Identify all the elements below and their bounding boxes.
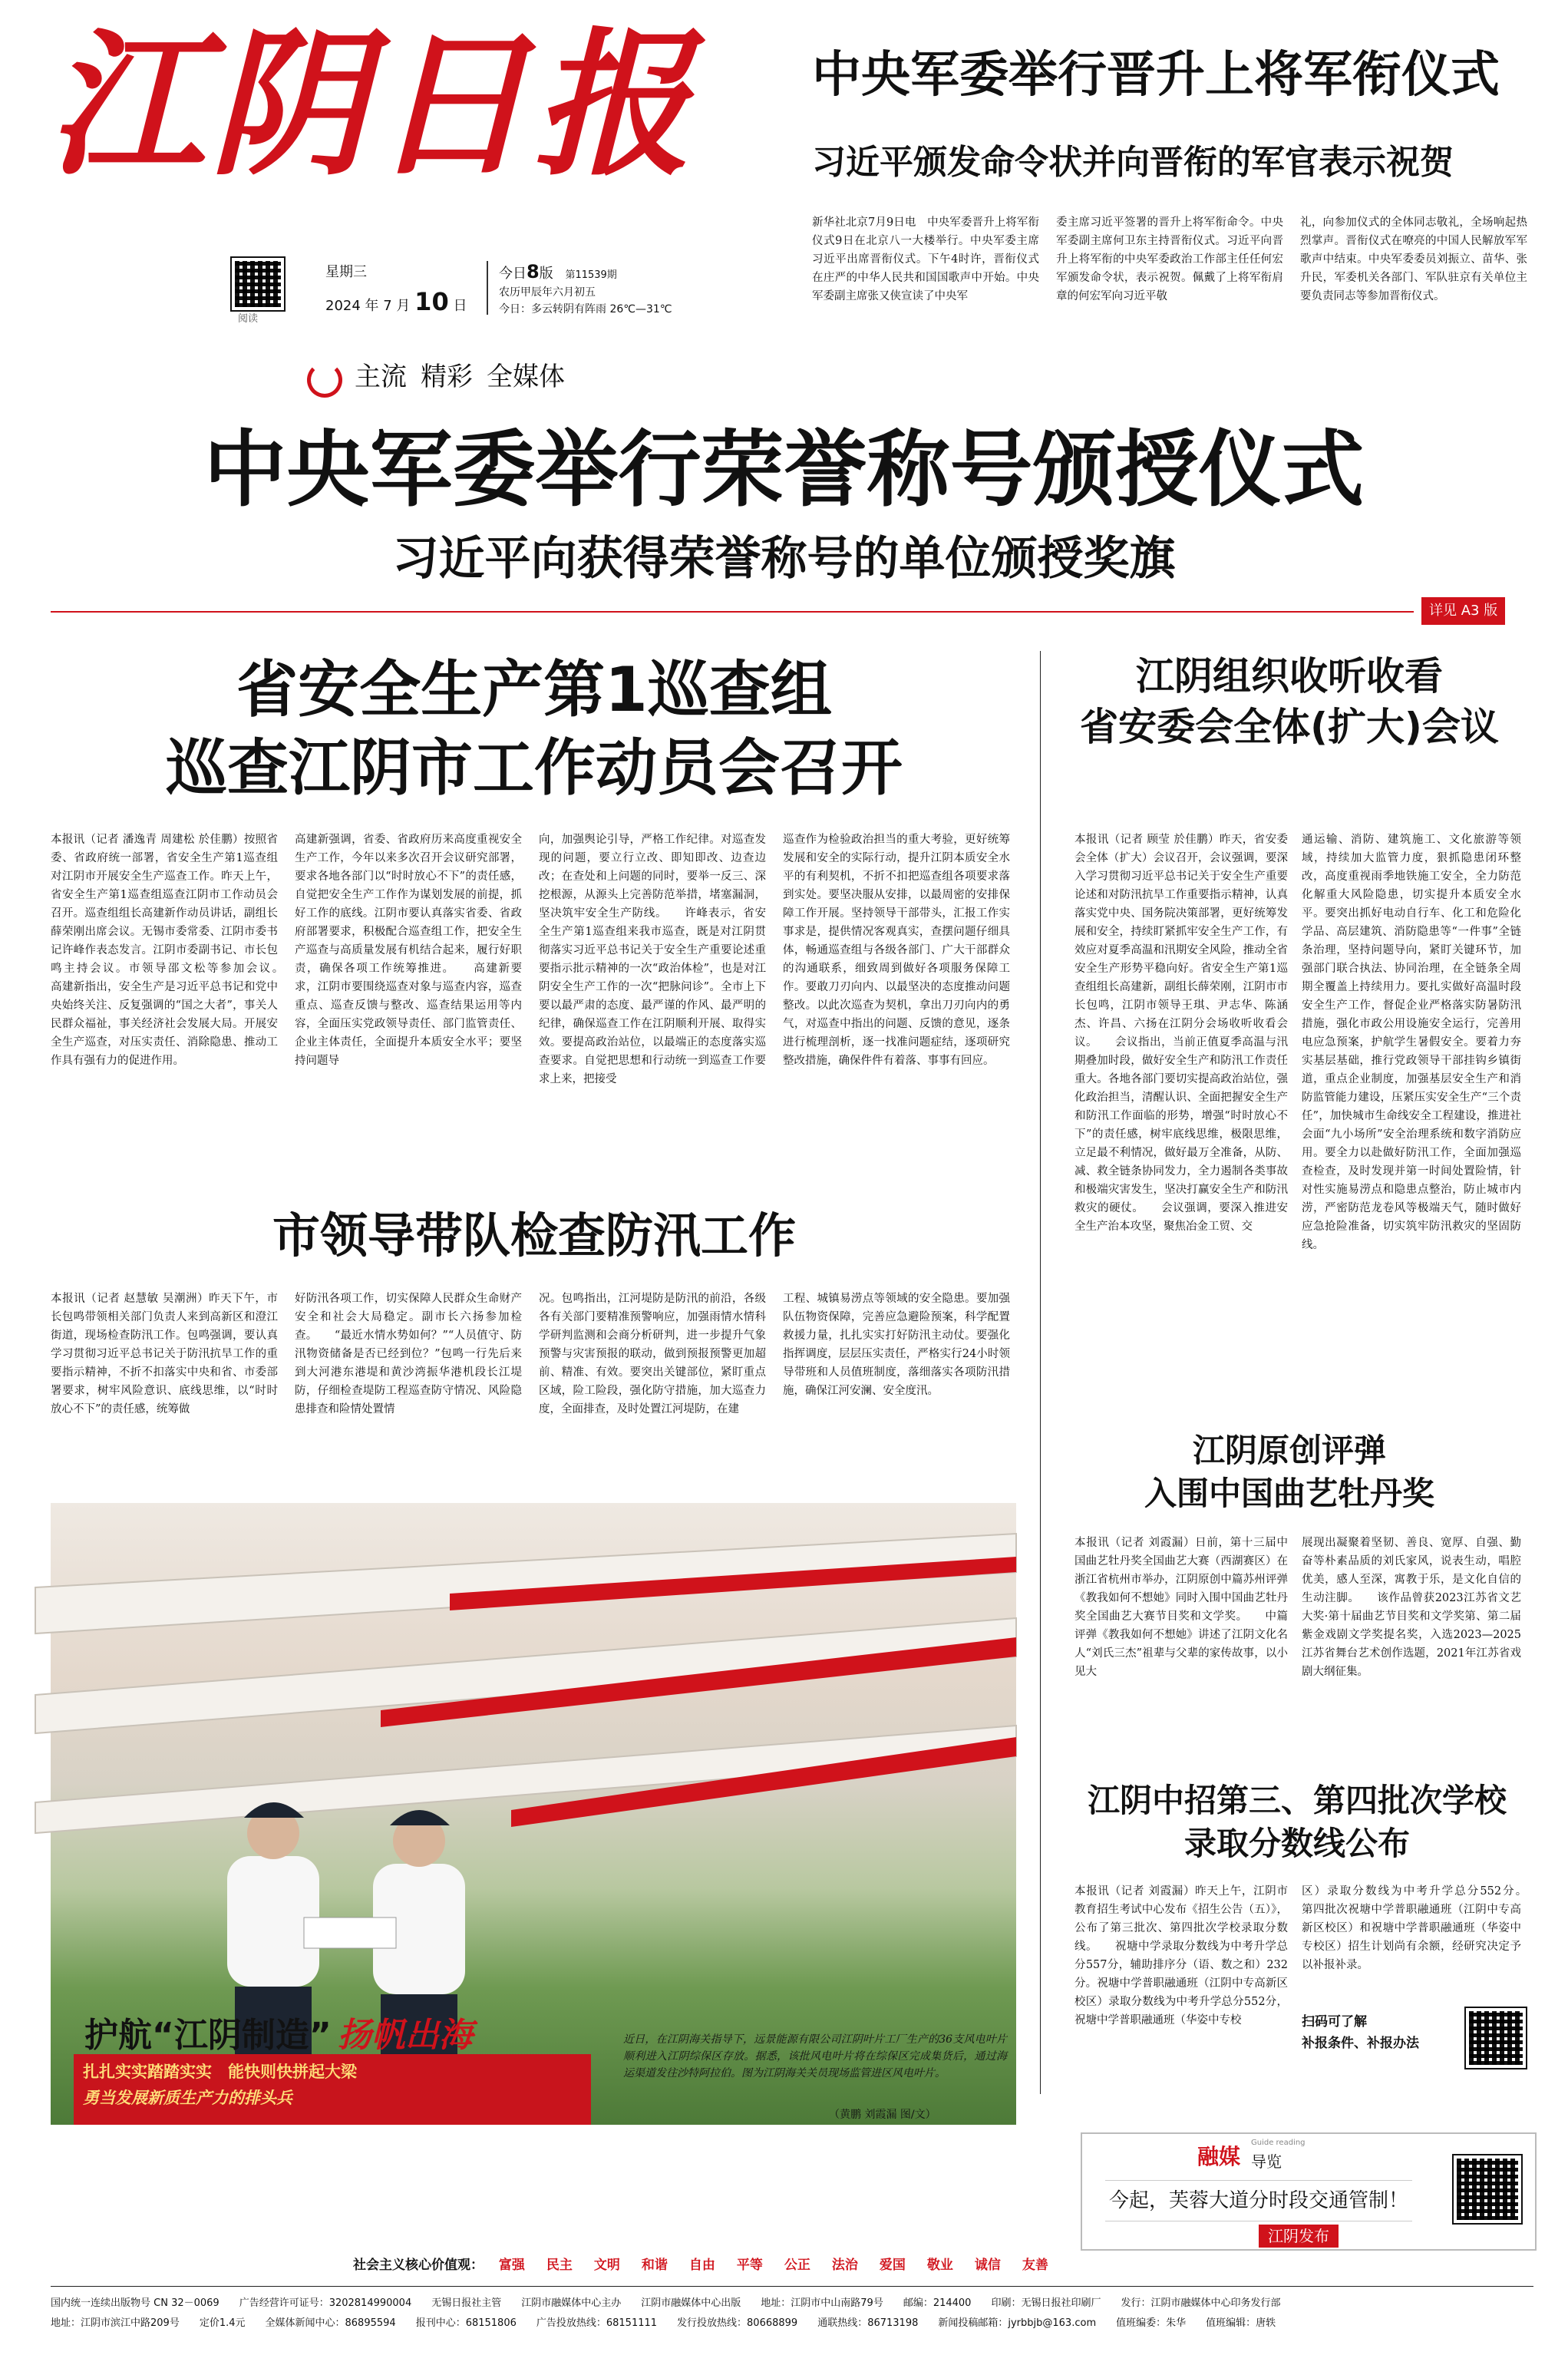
media-tag[interactable]: 江阴发布	[1259, 2225, 1339, 2248]
story4-headline: 江阴原创评弹 入围中国曲艺牡丹奖	[1144, 1432, 1434, 1512]
footer-line-2	[51, 2315, 1533, 2332]
story1-col-4: 巡查作为检验政治担当的重大考验，更好统筹发展和安全的实际行动，提升江阴本质安全水平的有利契机，不折不扣把巡查组各项要求落到实处。要坚决服从安排，以最周密的安排保障工作开展。坚持领导干部带头，汇报工作实事求是，提供情况客观真实，查摆问题仔细具体，畅通巡查组与各级各部门、广大干部群众的沟通联系，细致周到做好各项服务保障工作。要敢刀刃向内、以最坚决的态度推动问题整改。以此次巡查为契机，拿出刀刃向内的勇气，对巡查中指出的问题、反馈的意见，逐条进行梳理剖析，逐一找准问题症结，逐项研究整改措施，确保件件有着落、事事有回应。	[783, 834, 1010, 1067]
story5-scan-text: 扫码可了解 补报条件、补报办法	[1302, 2014, 1419, 2051]
media-brand: 融媒	[1197, 2144, 1241, 2169]
edition-info: 今日8版 第11539期	[499, 261, 617, 282]
photo-caption: 近日，在江阴海关指导下，远景能源有限公司江阴叶片工厂生产的36支风电叶片顺利进入江阴综保区存放。据悉，该批风电叶片将在综保区完成集货后，通过海运渠道发往沙特阿拉伯。图为江阴海关关员现场监管进区风电叶片。	[623, 2033, 1007, 2079]
footer-item: 地址：江阴市滨江中路209号	[51, 2317, 180, 2329]
weekday: 星期三	[325, 264, 367, 280]
core-value-item: 和谐	[641, 2258, 668, 2273]
date-block	[325, 261, 786, 322]
footer-item: 国内统一连续出版物号 CN 32－0069	[51, 2297, 220, 2309]
footer-item: 无锡日报社主管	[431, 2297, 502, 2309]
story1-headline: 省安全生产第1巡查组 巡查江阴市工作动员会召开	[166, 654, 903, 804]
footer-item: 报刊中心：68151806	[415, 2317, 517, 2329]
media-guide-label: 导览	[1251, 2152, 1282, 2171]
media-guide[interactable]	[1081, 2132, 1537, 2251]
story4-col-2: 展现出凝聚着坚韧、善良、宽厚、自强、勤奋等朴素品质的刘氏家风，说表生动，唱腔优美，感人至深，寓教于乐，是文化自信的生动注脚。 该作品曾获2023江苏省文艺大奖·第十届曲艺节目奖和文学奖第、第二届紫金戏剧文学奖提名奖，入选2023—2025江苏省舞台艺术创作选题，2021年江苏省戏剧大纲征集。	[1302, 1537, 1521, 1678]
story5-col-2: 区）录取分数线为中考升学总分552分。 第四批次祝塘中学普职融通班（江阴中专高新区校区）和祝塘中学普职融通班（华姿中专校区）招生计划尚有余额，经研究决定予以补报补录。	[1302, 1885, 1543, 1971]
core-value-item: 爱国	[879, 2258, 906, 2273]
lead-subhead: 习近平向获得荣誉称号的单位颁授奖旗	[392, 532, 1176, 586]
story2-headline: 江阴组织收听收看 省安委会全体(扩大)会议	[1080, 654, 1499, 749]
footer-item: 发行：江阴市融媒体中心印务发行部	[1121, 2297, 1281, 2309]
top-story-col-2: 委主席习近平签署的晋升上将军衔命令。中央军委副主席何卫东主持晋衔仪式。习近平向晋升上将军衔的中央军委政治工作部主任任何宏军颁发命令状，表示祝贺。佩戴了上将军衔肩章的何宏军向习近平敬	[1056, 216, 1283, 302]
story3-col-2: 好防汛各项工作，切实保障人民群众生命财产安全和社会大局稳定。副市长六扬参加检查。 “最近水情水势如何？”“人员值守、防汛物资储备是否已经到位？”包鸣一行先后来到大河港东港堤和黄沙湾振华港机段长江堤防，仔细检查堤防工程巡查防守情况、风险隐患排查和险情处置情	[295, 1293, 522, 1415]
photo-banner: 扎扎实实踏踏实实 能快则快拼起大梁 勇当发展新质生产力的排头兵	[74, 2054, 591, 2125]
core-value-item: 富强	[498, 2258, 525, 2273]
media-qr-code[interactable]	[1454, 2155, 1521, 2223]
story5-qr-code[interactable]	[1466, 2008, 1526, 2068]
footer-item: 广告投放热线：68151111	[536, 2317, 658, 2329]
story3-col-3: 况。包鸣指出，江河堤防是防汛的前沿，各级各有关部门要精准预警响应，加强雨情水情科学研判监测和会商分析研判，进一步提升气象预警与灾害预报的联动，做到预报预警更加超前、精准、有效。要突出关键部位，紧盯重点区域，险工险段，强化防守措施，加大巡查力度，全面排查，及时处置江河堤防，在建	[539, 1293, 766, 1415]
lead-ref: 详见 A3 版	[1421, 597, 1505, 625]
lunar-date: 农历甲辰年六月初五	[499, 286, 596, 299]
story1-col-1: 本报讯（记者 潘逸青 周建松 於佳鹏）按照省委、省政府统一部署，省安全生产第1巡查组对江阴市开展安全生产巡查工作。昨天上午，省安全生产第1巡查组巡查江阴市工作动员会召开。巡查组组长高建新作动员讲话，副组长薛荣刚出席会议。无锡市委常委、江阴市委书记许峰作表态发言。江阴市委副书记、市长包鸣主持会议。市领导邵文松等参加会议。 高建新指出，安全生产是习近平总书记和党中央始终关注、反复强调的“国之大者”，事关人民群众福祉，事关经济社会发展大局。开展安全生产巡查，对压实责任、消除隐患、推动工作具有强有力的促进作用。	[51, 834, 300, 1067]
media-guide-en: Guide reading	[1251, 2139, 1306, 2147]
top-story-col-1: 新华社北京7月9日电 中央军委晋升上将军衔仪式9日在北京八一大楼举行。中央军委主席习近平出席晋衔仪式。下午4时许，晋衔仪式在庄严的中华人民共和国国歌声中开始。中央军委副主席张又侠宣读了中央军	[812, 216, 1039, 302]
story5-headline: 江阴中招第三、第四批次学校 录取分数线公布	[1087, 1782, 1507, 1862]
story3-col-4: 工程、城镇易涝点等领域的安全隐患。要加强队伍物资保障，完善应急避险预案，科学配置救援力量，扎扎实实打好防汛主动仗。要强化指挥调度，层层压实责任，严格实行24小时领导带班和人员值班制度，落细落实各项防汛措施，确保江河安澜、安全度汛。	[783, 1293, 1010, 1397]
footer-item: 值班编委：朱华	[1116, 2317, 1187, 2329]
core-value-item: 文明	[593, 2258, 620, 2273]
story2-col-1: 本报讯（记者 顾莹 於佳鹏）昨天，省安委会全体（扩大）会议召开，会议强调，要深入学习贯彻习近平总书记关于安全生产重要论述和对防汛抗旱工作重要指示精神，认真落实党中央、国务院决策部署，更好统筹发展和安全，持续盯紧抓牢安全生产工作，有效应对夏季高温和汛期安全风险，推动全省安全生产形势平稳向好。省安全生产第1巡查组组长高建新，副组长薛荣刚，江阴市市长包鸣，江阴市领导王琪、尹志华、陈涵杰、许昌、六扬在江阴分会场收听收看会议。 会议指出，当前正值夏季高温与汛期叠加时段，做好安全生产和防汛工作责任重大。各地各部门要切实提高政治站位，强化政治担当，清醒认识、全面把握安全生产和防汛工作面临的形势，增强“时时放心不下”的责任感，树牢底线思维，极限思维，立足最不利情况，做好最万全准备，从防、减、救全链条协同发力，全力遏制各类事故和极端灾害发生，坚决打赢安全生产和防汛救灾的硬仗。 会议强调，要深入推进安全生产治本攻坚，聚焦冶金工贸、交	[1074, 834, 1288, 1233]
footer-item: 发行投放热线：80668899	[677, 2317, 798, 2329]
core-value-item: 诚信	[974, 2258, 1001, 2273]
core-value-item: 民主	[546, 2258, 573, 2273]
footer-item: 江阴市融媒体中心主办	[521, 2297, 622, 2309]
footer-item: 通联热线：86713198	[817, 2317, 919, 2329]
slogan: 主流 精彩 全媒体	[355, 362, 565, 392]
story5-col-1: 本报讯（记者 刘霞漏）昨天上午，江阴市教育招生考试中心发布《招生公告（五）》，公布了第三批次、第四批次学校录取分数线。 祝塘中学录取分数线为中考升学总分557分，辅助排序分（语、数之和）232分。祝塘中学普职融通班（江阴中专高新区校区）录取分数线为中考升学总分552分，祝塘中学普职融通班（华姿中专校	[1074, 1885, 1288, 2027]
photo-title: 护航“江阴制造” 扬帆出海	[84, 2016, 473, 2055]
footer-item: 江阴市融媒体中心出版	[641, 2297, 741, 2309]
story3-col-1: 本报讯（记者 赵慧敏 吴潮洲）昨天下午，市长包鸣带领相关部门负责人来到高新区和澄江街道，现场检查防汛工作。包鸣强调，要认真学习贯彻习近平总书记关于防汛抗旱工作的重要指示精神，不折不扣落实中央和省、市委部署要求，树牢风险意识、底线思维，以“时时放心不下”的责任感，统筹做	[51, 1293, 278, 1415]
top-story-headline: 中央军委举行晋升上将军衔仪式	[812, 47, 1500, 104]
core-value-item: 法治	[831, 2258, 858, 2273]
lead-rule	[51, 611, 1414, 613]
masthead-qr-code[interactable]	[232, 258, 284, 310]
slogan-logo-icon	[307, 362, 342, 398]
date: 2024 年 7 月 10 日	[325, 287, 467, 316]
footer-item: 定价1.4元	[199, 2317, 246, 2329]
story1-col-3: 向，加强舆论引导，严格工作纪律。对巡查发现的问题，要立行立改、即知即改、边查边改；在查处和上问题的同时，要举一反三、深挖根源，从源头上完善防范举措，堵塞漏洞，坚决筑牢安全生产防线。 许峰表示，省安全生产第1巡查组来我市巡查，既是对江阴贯彻落实习近平总书记关于安全生产重要论述重要指示批示精神的一次“政治体检”，也是对江阴安全生产工作的一次“把脉问诊”。全市上下要以最严肃的态度、最严谨的作风、最严明的纪律，确保巡查工作在江阴顺利开展、取得实效。要提高政治站位，以最端正的态度落实巡查要求。自觉把思想和行动统一到巡查工作要求上来，把接受	[539, 834, 766, 1085]
top-story-subhead: 习近平颁发命令状并向晋衔的军官表示祝贺	[812, 143, 1454, 182]
footer-item: 广告经营许可证号：3202814990004	[239, 2297, 412, 2309]
masthead-title: 江阴日报	[48, 13, 695, 197]
top-story-col-3: 礼，向参加仪式的全体同志敬礼，全场响起热烈掌声。晋衔仪式在嘹亮的中国人民解放军军歌声中结束。中央军委委员刘振立、苗华、张升民，军委机关各部门、军队驻京有关单位主要负责同志等参加晋衔仪式。	[1300, 216, 1527, 302]
weather: 今日：多云转阴有阵雨 26℃—31℃	[499, 303, 672, 315]
core-value-item: 友善	[1022, 2258, 1048, 2273]
story4-col-1: 本报讯（记者 刘霞漏）日前，第十三届中国曲艺牡丹奖全国曲艺大赛（西湖赛区）在浙江省杭州市举办，江阴原创中篇苏州评弹《教我如何不想她》同时入围中国曲艺牡丹奖全国曲艺大赛节目奖和文学奖。 中篇评弹《教我如何不想她》讲述了江阴文化名人“刘氏三杰”祖辈与父辈的家传故事，以小见大	[1074, 1537, 1288, 1678]
photo-credit: （黄鹏 刘霞漏 图/文）	[829, 2109, 936, 2121]
footer-item: 新闻投稿邮箱：jyrbbjb@163.com	[938, 2317, 1097, 2329]
footer-item: 邮编：214400	[903, 2297, 972, 2309]
footer-item: 印刷：无锡日报社印刷厂	[991, 2297, 1101, 2309]
column-divider	[1040, 651, 1041, 2094]
footer-item: 全媒体新闻中心：86895594	[265, 2317, 396, 2329]
footer-item: 值班编辑：唐轶	[1206, 2317, 1276, 2329]
story2-col-2: 通运输、消防、建筑施工、文化旅游等领域，持续加大监管力度，狠抓隐患闭环整改，高度重视雨季地铁施工安全，全力防范化解重大风险隐患，切实提升本质安全水平。要突出抓好电动自行车、化工和危险化学品、高层建筑、消防隐患等“一件事”全链条治理，坚持问题导向，紧盯关键环节，加强部门联合执法、协同治理，在全链条全周期全覆盖上持续用力。要扎实做好高温时段安全生产工作，督促企业严格落实防暑防汛措施，强化市政公用设施安全运行，完善用电应急预案，护航学生暑假安全。要着力夯实基层基础，推行党政领导干部挂钩乡镇街道，重点企业制度，加强基层安全生产和消防监管能力建设，压紧压实安全生产“三个责任”，加快城市生命线安全工程建设，推进社会面“九小场所”安全治理系统和数字消防应用。要全力以赴做好防汛工作，全面加强巡查检查，及时发现并第一时间处置险情，针对性实施易涝点和隐患点整治，防止城市内涝，严密防范龙卷风等极端天气，随时做好应急抢险准备，切实筑牢防汛救灾的坚固防线。	[1302, 834, 1521, 1251]
lead-headline: 中央军委举行荣誉称号颁授仪式	[203, 422, 1365, 518]
footer-rule	[51, 2286, 1533, 2287]
core-value-item: 自由	[688, 2258, 715, 2273]
core-values-bar: 社会主义核心价值观： 富强 民主 文明 和谐 自由 平等 公正 法治 爱国 敬业 诚信 友善	[353, 2258, 1048, 2273]
core-value-item: 公正	[784, 2258, 810, 2273]
core-value-item: 平等	[736, 2258, 763, 2273]
story3-headline: 市领导带队检查防汛工作	[272, 1207, 796, 1263]
footer-item: 地址：江阴市中山南路79号	[761, 2297, 883, 2309]
footer-line-1	[51, 2295, 1533, 2312]
media-item-link[interactable]: 今起，芙蓉大道分时段交通管制！	[1105, 2180, 1412, 2221]
core-value-item: 敬业	[926, 2258, 953, 2273]
story1-col-2: 高建新强调，省委、省政府历来高度重视安全生产工作，今年以来多次召开会议研究部署，要求各地各部门以“时时放心不下”的责任感，自觉把安全生产工作作为谋划发展的前提，抓好工作的底线。江阴市要认真落实省委、省政府部署要求，积极配合巡查组工作，把安全生产巡查与高质量发展有机结合起来，履行好职责，确保各项工作统筹推进。 高建新要求，江阴市要围绕巡查对象与巡查内容，巡查重点、巡查反馈与整改、巡查结果运用等内容，全面压实党政领导责任、部门监管责任、企业主体责任，全面提升本质安全水平；要坚持问题导	[295, 834, 522, 1067]
scan-label: 阅读	[238, 313, 259, 325]
